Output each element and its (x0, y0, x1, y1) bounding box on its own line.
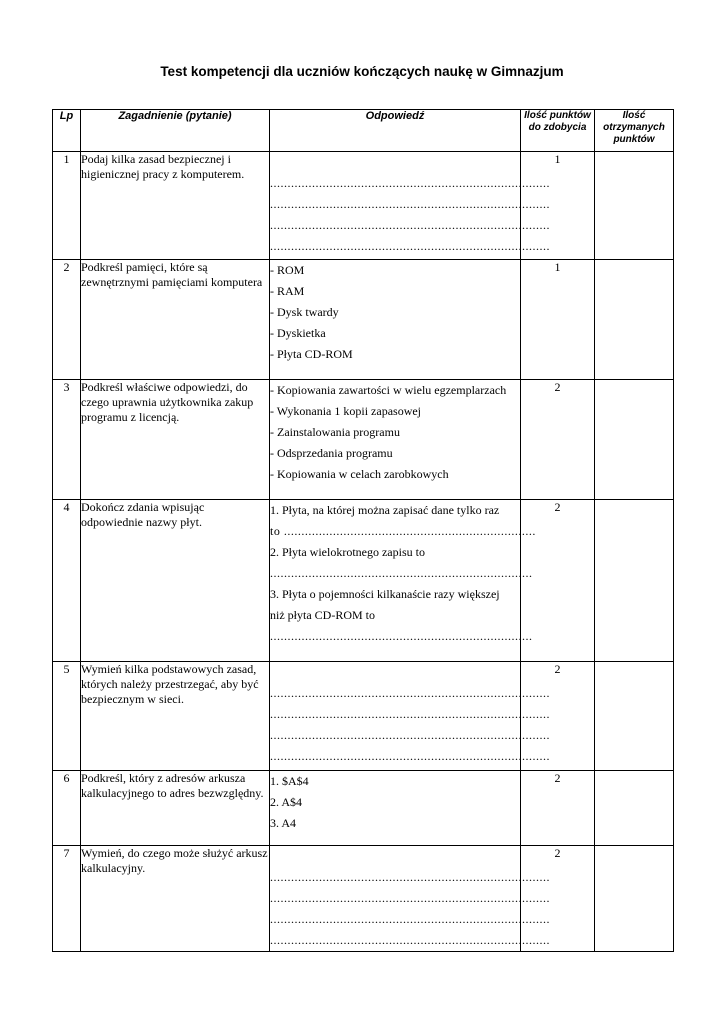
answer-option[interactable]: - Zainstalowania programu (270, 425, 400, 439)
answer-option[interactable]: - Wykonania 1 kopii zapasowej (270, 404, 422, 418)
answer-line: ................................................................................ (270, 176, 550, 190)
answer-option[interactable]: - Odsprzedania programu (270, 446, 393, 460)
answer-option[interactable]: - Kopiowania zawartości w wielu egzemplarzach (270, 383, 507, 397)
answer-option[interactable]: - Płyta CD-ROM (270, 347, 353, 361)
answer-option[interactable]: - RAM (270, 284, 305, 298)
question-text: Podkreśl, który z adresów arkusza kalkulacyjnego to adres bezwzględny. (81, 771, 270, 846)
row-number: 2 (53, 260, 81, 380)
answer-option[interactable]: 2. A$4 (270, 795, 303, 809)
question-text: Podaj kilka zasad bezpiecznej i higienicznej pracy z komputerem. (81, 152, 270, 260)
row-number: 6 (53, 771, 81, 846)
row-number: 5 (53, 662, 81, 771)
answer-line: ........................................................................... (270, 566, 533, 580)
answer-line: 1. Płyta, na której można zapisać dane tylko raz (270, 503, 500, 517)
row-number: 7 (53, 846, 81, 952)
row-number: 4 (53, 500, 81, 662)
answer-area[interactable] (270, 846, 550, 952)
answer-line: ................................................................................ (270, 728, 550, 742)
answer-line: 2. Płyta wielokrotnego zapisu to (270, 545, 425, 559)
answer-area (270, 771, 521, 846)
points-received[interactable] (595, 500, 674, 662)
answer-area (270, 380, 521, 500)
answer-line: niż płyta CD-ROM to (270, 608, 375, 622)
answer-area (270, 260, 521, 380)
answer-line (270, 846, 520, 867)
question-row-5 (53, 662, 674, 771)
answer-area[interactable] (270, 662, 550, 771)
header-lp: Lp (53, 110, 81, 152)
points-max: 1 (521, 152, 595, 260)
question-text: Wymień, do czego może służyć arkusz kalkulacyjny. (81, 846, 270, 952)
answer-option[interactable]: - Kopiowania w celach zarobkowych (270, 467, 449, 481)
answer-line: to ........................................................................ (270, 524, 536, 538)
answer-line: ................................................................................ (270, 197, 550, 211)
question-row-7 (53, 846, 674, 952)
answer-option[interactable]: - Dysk twardy (270, 305, 339, 319)
points-max: 2 (521, 380, 595, 500)
answer-option[interactable]: 1. $A$4 (270, 774, 309, 788)
question-text: Podkreśl pamięci, które są zewnętrznymi pamięciami komputera (81, 260, 270, 380)
answer-line: ................................................................................ (270, 891, 550, 905)
answer-option[interactable]: - ROM (270, 263, 305, 277)
points-received[interactable] (595, 380, 674, 500)
points-max: 2 (521, 662, 595, 771)
answer-line: ................................................................................ (270, 686, 550, 700)
question-row-4 (53, 500, 674, 662)
answer-line: ................................................................................ (270, 239, 550, 253)
points-received[interactable] (595, 771, 674, 846)
answer-line: ................................................................................ (270, 218, 550, 232)
question-row-3 (53, 380, 674, 500)
answer-line: ........................................................................... (270, 629, 533, 643)
answer-line (270, 662, 520, 683)
points-received[interactable] (595, 260, 674, 380)
points-max: 1 (521, 260, 595, 380)
header-question: Zagadnienie (pytanie) (81, 110, 270, 152)
points-received[interactable] (595, 662, 674, 771)
header-points-max: Ilość punktów do zdobycia (521, 110, 595, 152)
answer-area[interactable] (270, 152, 550, 260)
answer-line (270, 152, 520, 173)
row-number: 3 (53, 380, 81, 500)
points-received[interactable] (595, 846, 674, 952)
header-answer: Odpowiedź (270, 110, 521, 152)
answer-line: ................................................................................ (270, 749, 550, 763)
answer-area[interactable] (270, 500, 536, 662)
answer-option[interactable]: 3. A4 (270, 816, 297, 830)
points-max: 2 (521, 771, 595, 846)
page-title: Test kompetencji dla uczniów kończących naukę w Gimnazjum (160, 64, 564, 79)
points-received[interactable] (595, 152, 674, 260)
answer-line: ................................................................................ (270, 912, 550, 926)
header-row (53, 110, 674, 152)
question-row-6 (53, 771, 674, 846)
answer-line: 3. Płyta o pojemności kilkanaście razy większej (270, 587, 500, 601)
question-text: Podkreśl właściwe odpowiedzi, do czego uprawnia użytkownika zakup programu z licencją. (81, 380, 270, 500)
question-row-1 (53, 152, 674, 260)
question-text: Dokończ zdania wpisując odpowiednie nazwy płyt. (81, 500, 270, 662)
question-row-2 (53, 260, 674, 380)
points-max: 2 (521, 846, 595, 952)
test-table (52, 109, 674, 952)
question-text: Wymień kilka podstawowych zasad, których należy przestrzegać, aby być bezpiecznym w sieci. (81, 662, 270, 771)
answer-line: ................................................................................ (270, 933, 550, 947)
header-points-got: Ilość otrzymanych punktów (595, 110, 674, 152)
answer-option[interactable]: - Dyskietka (270, 326, 326, 340)
answer-line: ................................................................................ (270, 707, 550, 721)
answer-line: ................................................................................ (270, 870, 550, 884)
points-max: 2 (521, 500, 595, 662)
row-number: 1 (53, 152, 81, 260)
